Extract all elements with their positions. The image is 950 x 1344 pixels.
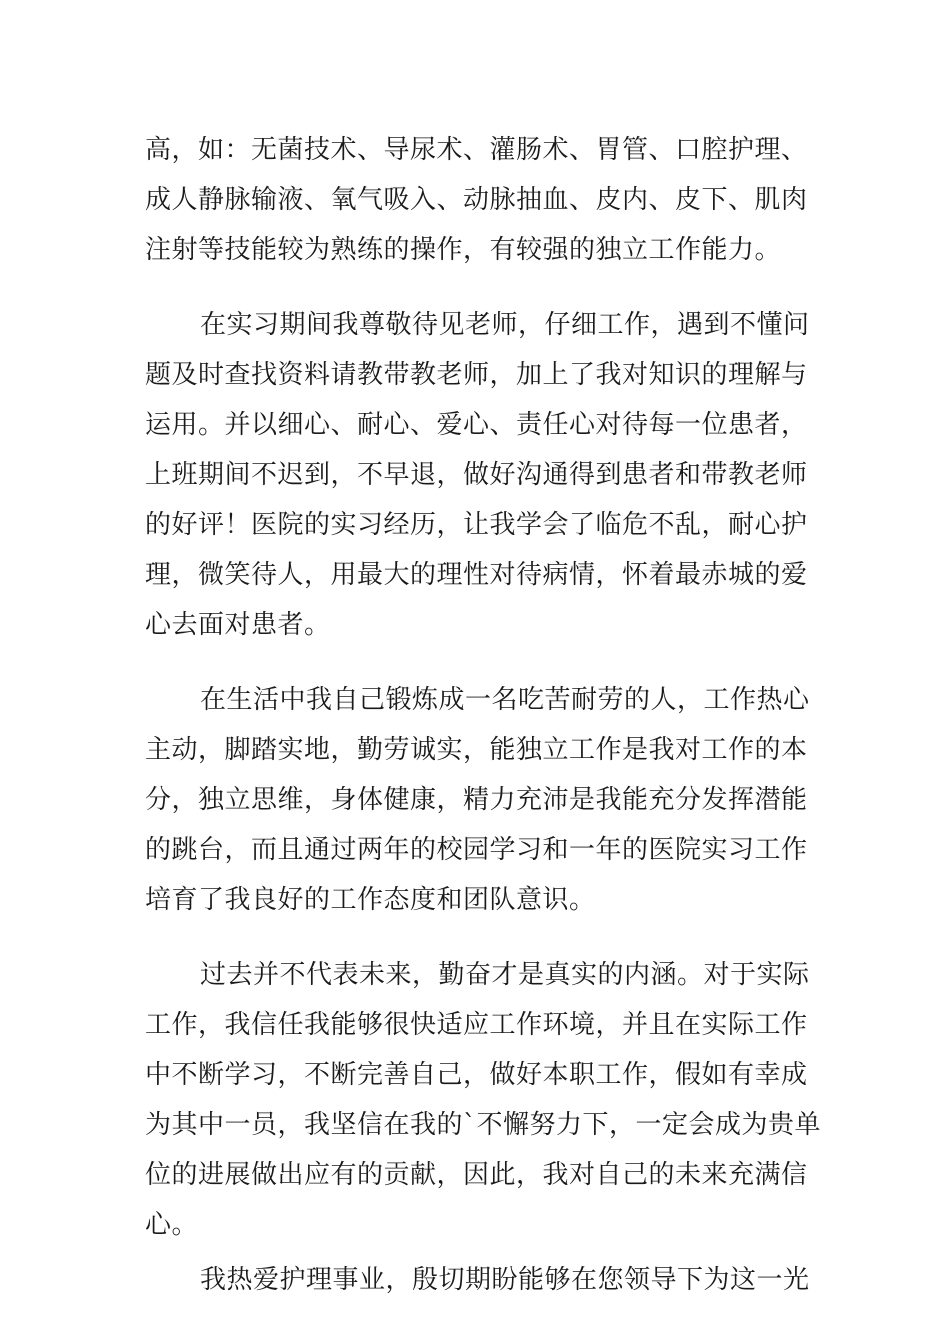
text-line: 的跳台，而且通过两年的校园学习和一年的医院实习工作 [145,835,808,865]
text-line: 理，微笑待人，用最大的理性对待病情，怀着最赤城的爱 [145,560,808,590]
text-line: 心。 [145,1210,199,1240]
paragraph-start-line: 在生活中我自己锻炼成一名吃苦耐劳的人，工作热心 [200,685,810,715]
paragraph-start-line: 过去并不代表未来，勤奋才是真实的内涵。对于实际 [200,960,810,990]
text-line: 位的进展做出应有的贡献，因此，我对自己的未来充满信 [145,1160,808,1190]
paragraph-start-line: 我热爱护理事业，殷切期盼能够在您领导下为这一光 [200,1265,810,1295]
text-line: 分，独立思维，身体健康，精力充沛是我能充分发挥潜能 [145,785,808,815]
text-line: 培育了我良好的工作态度和团队意识。 [145,885,596,915]
text-line: 成人静脉输液、氧气吸入、动脉抽血、皮内、皮下、肌肉 [145,185,808,215]
text-line: 高，如：无菌技术、导尿术、灌肠术、胃管、口腔护理、 [145,135,808,165]
text-line: 注射等技能较为熟练的操作，有较强的独立工作能力。 [145,235,782,265]
text-line: 上班期间不迟到，不早退，做好沟通得到患者和带教老师 [145,460,808,490]
text-line: 运用。并以细心、耐心、爱心、责任心对待每一位患者， [145,410,808,440]
text-line: 中不断学习，不断完善自己，做好本职工作，假如有幸成 [145,1060,808,1090]
text-line: 心去面对患者。 [145,610,331,640]
text-line: 为其中一员，我坚信在我的`不懈努力下，一定会成为贵单 [145,1110,822,1140]
paragraph-start-line: 在实习期间我尊敬待见老师，仔细工作，遇到不懂问 [200,310,810,340]
text-line: 工作，我信任我能够很快适应工作环境，并且在实际工作 [145,1010,808,1040]
text-line: 题及时查找资料请教带教老师，加上了我对知识的理解与 [145,360,808,390]
text-line: 的好评！医院的实习经历，让我学会了临危不乱，耐心护 [145,510,808,540]
text-line: 主动，脚踏实地，勤劳诚实，能独立工作是我对工作的本 [145,735,808,765]
